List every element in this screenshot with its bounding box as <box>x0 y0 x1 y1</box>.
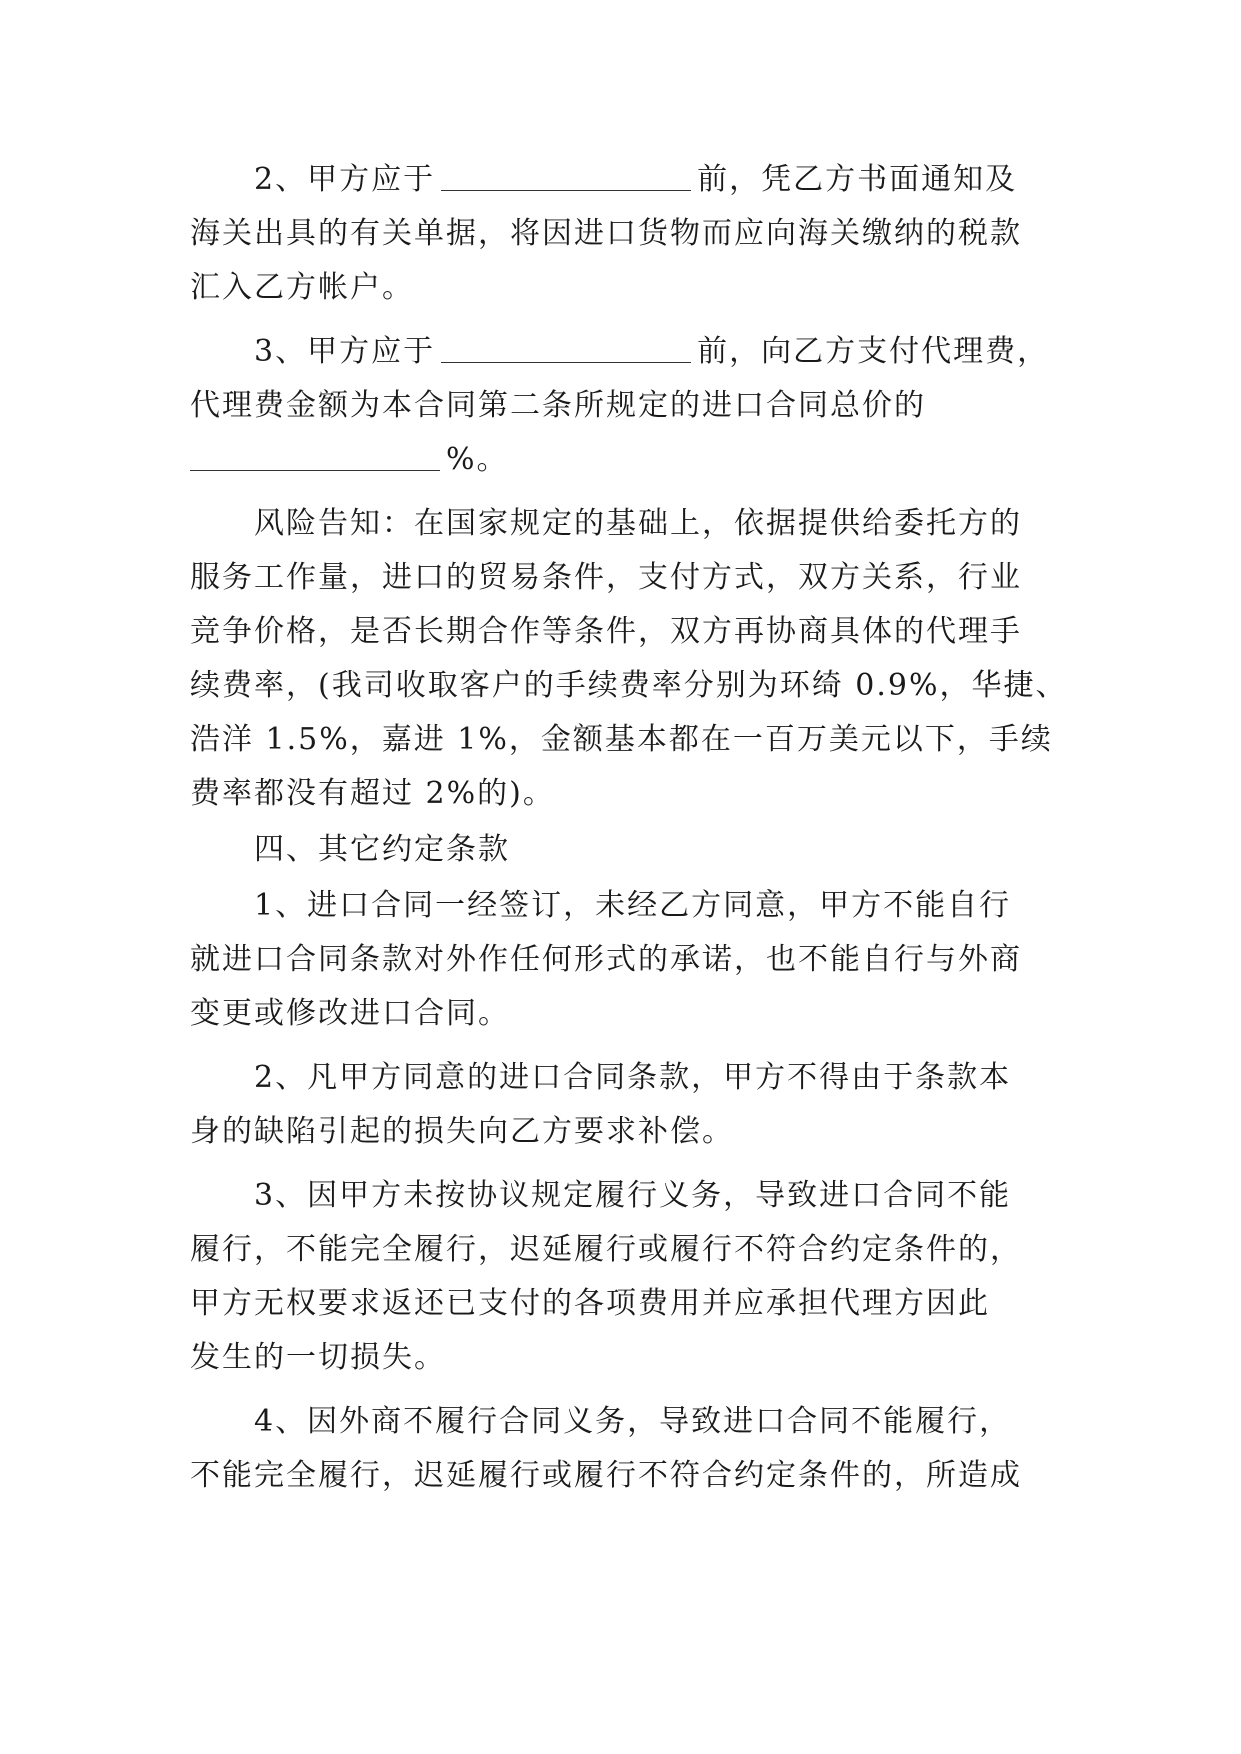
item3-percent-suffix: %。 <box>446 442 509 477</box>
clause4-line2: 不能完全履行，迟延履行或履行不符合约定条件的，所造成 <box>190 1458 1022 1493</box>
item2-line2: 海关出具的有关单据，将因进口货物而应向海关缴纳的税款 <box>190 216 1022 251</box>
risk-notice-line3: 竞争价格，是否长期合作等条件，双方再协商具体的代理手 <box>190 614 1022 649</box>
item3-line3 <box>190 430 509 490</box>
percentage-blank-field[interactable] <box>190 440 440 471</box>
item3-prefix: 3、甲方应于 <box>254 334 436 369</box>
clause2-line2: 身的缺陷引起的损失向乙方要求补偿。 <box>190 1114 734 1149</box>
item2-line1 <box>254 150 1017 210</box>
risk-notice-line5: 浩洋 1.5%，嘉进 1%，金额基本都在一百万美元以下，手续 <box>190 722 1053 757</box>
risk-notice-line2: 服务工作量，进口的贸易条件，支付方式，双方关系，行业 <box>190 560 1022 595</box>
clause4-line1: 4、因外商不履行合同义务，导致进口合同不能履行， <box>254 1404 1012 1439</box>
risk-notice-line1: 风险告知：在国家规定的基础上，依据提供给委托方的 <box>254 506 1022 541</box>
clause1-line3: 变更或修改进口合同。 <box>190 996 510 1031</box>
clause3-line1: 3、因甲方未按协议规定履行义务，导致进口合同不能 <box>254 1178 1012 1213</box>
clause3-line4: 发生的一切损失。 <box>190 1340 446 1375</box>
item3-line1 <box>254 322 1049 382</box>
risk-notice-line6: 费率都没有超过 2%的)。 <box>190 776 555 811</box>
clause1-line1: 1、进口合同一经签订，未经乙方同意，甲方不能自行 <box>254 888 1012 923</box>
clause3-line2: 履行，不能完全履行，迟延履行或履行不符合约定条件的， <box>190 1232 1022 1267</box>
item2-line3: 汇入乙方帐户。 <box>190 270 414 305</box>
risk-notice-line4: 续费率，(我司收取客户的手续费率分别为环绮 0.9%，华捷、 <box>190 668 1068 703</box>
payment-date-blank-field[interactable] <box>441 332 691 363</box>
clause1-line2: 就进口合同条款对外作任何形式的承诺，也不能自行与外商 <box>190 942 1022 977</box>
item2-prefix: 2、甲方应于 <box>254 162 436 197</box>
clause3-line3: 甲方无权要求返还已支付的各项费用并应承担代理方因此 <box>190 1286 990 1321</box>
item3-line2: 代理费金额为本合同第二条所规定的进口合同总价的 <box>190 388 926 423</box>
section4-heading: 四、其它约定条款 <box>254 832 510 867</box>
clause2-line1: 2、凡甲方同意的进口合同条款，甲方不得由于条款本 <box>254 1060 1012 1095</box>
item3-suffix: 前，向乙方支付代理费， <box>697 334 1050 369</box>
date-blank-field[interactable] <box>441 160 691 191</box>
item2-suffix: 前，凭乙方书面通知及 <box>697 162 1018 197</box>
